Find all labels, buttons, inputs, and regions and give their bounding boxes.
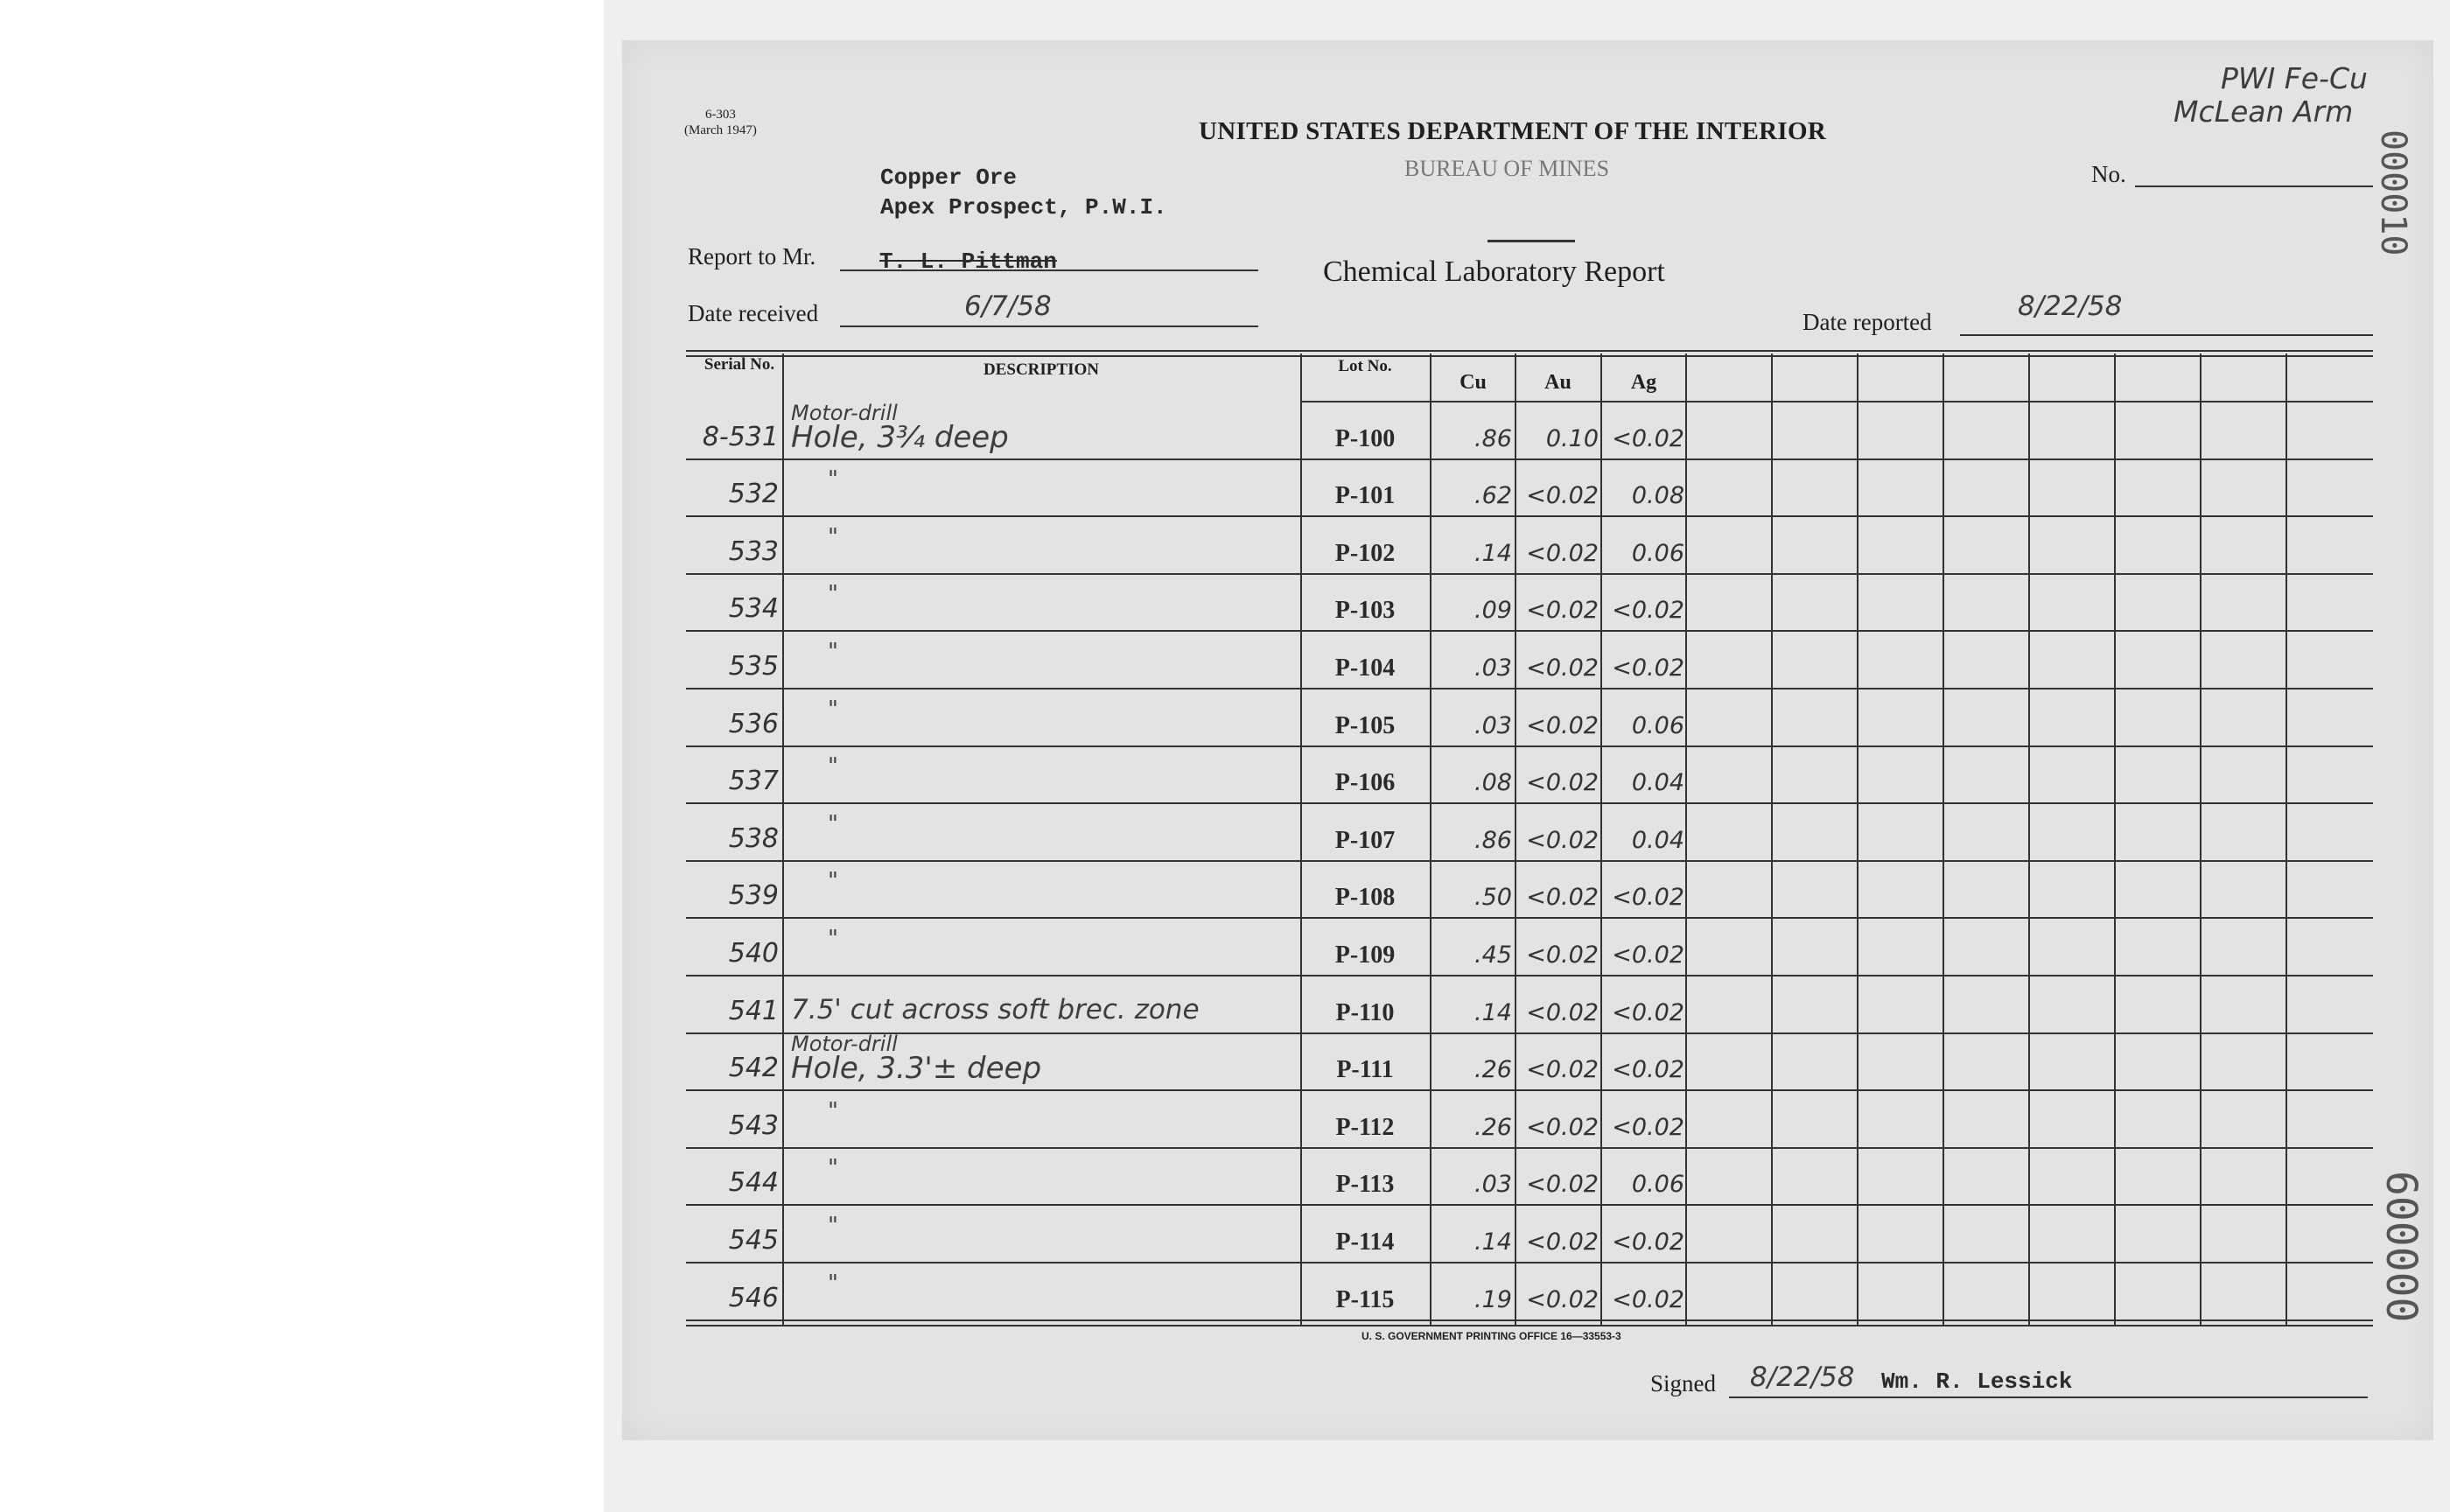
printer-imprint: U. S. GOVERNMENT PRINTING OFFICE 16—33553-3 bbox=[1362, 1330, 1621, 1342]
ag-cell: 0.06 bbox=[1631, 540, 1684, 567]
row-rule bbox=[686, 1320, 2373, 1321]
cu-cell: .50 bbox=[1474, 884, 1512, 911]
form-edition: (March 1947) bbox=[684, 123, 757, 137]
ag-cell: <0.02 bbox=[1612, 1286, 1684, 1313]
col-divider-ag bbox=[1685, 354, 1687, 1325]
ag-cell: <0.02 bbox=[1612, 425, 1684, 452]
subject-line1: Copper Ore bbox=[880, 164, 1018, 191]
header-description: DESCRIPTION bbox=[984, 360, 1099, 379]
lot-cell: P-107 bbox=[1334, 827, 1396, 854]
header-lot: Lot No. bbox=[1338, 357, 1392, 375]
description-cell: " bbox=[828, 466, 838, 493]
au-cell: <0.02 bbox=[1526, 1171, 1599, 1198]
lot-cell: P-102 bbox=[1334, 540, 1396, 567]
lot-cell: P-115 bbox=[1335, 1286, 1395, 1313]
au-cell: <0.02 bbox=[1526, 884, 1599, 911]
description-cell: Hole, 3¾ deep bbox=[791, 420, 1009, 455]
side-stamp-upper: 000010 bbox=[2373, 130, 2413, 256]
lot-cell: P-101 bbox=[1334, 482, 1396, 509]
col-divider-blank-1 bbox=[1771, 354, 1773, 1325]
serial-cell: 544 bbox=[728, 1167, 779, 1198]
row-rule bbox=[686, 1032, 2373, 1034]
no-field-line bbox=[2135, 186, 2373, 187]
ag-cell: 0.04 bbox=[1631, 827, 1684, 854]
col-divider-blank-4 bbox=[2028, 354, 2030, 1325]
date-reported-label: Date reported bbox=[1802, 309, 1932, 335]
row-rule bbox=[686, 515, 2373, 517]
cu-cell: .14 bbox=[1474, 1228, 1512, 1256]
department-title: UNITED STATES DEPARTMENT OF THE INTERIOR bbox=[1199, 117, 1827, 145]
description-cell: " bbox=[828, 811, 838, 837]
row-rule bbox=[686, 860, 2373, 862]
description-note: Motor-drill bbox=[791, 401, 898, 425]
col-divider-blank-7 bbox=[2286, 354, 2287, 1325]
au-cell: 0.10 bbox=[1545, 425, 1599, 452]
row-rule bbox=[686, 458, 2373, 460]
title-rule bbox=[1488, 240, 1575, 242]
lot-cell: P-114 bbox=[1335, 1228, 1395, 1256]
date-received-line bbox=[840, 326, 1258, 327]
signed-line bbox=[1729, 1396, 2368, 1398]
ag-cell: 0.04 bbox=[1631, 769, 1684, 796]
row-rule bbox=[686, 688, 2373, 690]
table-top-rule-2 bbox=[686, 355, 2373, 357]
lot-cell: P-111 bbox=[1336, 1056, 1394, 1083]
cu-cell: .09 bbox=[1474, 597, 1512, 624]
au-cell: <0.02 bbox=[1526, 1114, 1599, 1141]
serial-cell: 8-531 bbox=[702, 422, 779, 452]
description-cell: 7.5' cut across soft brec. zone bbox=[791, 994, 1200, 1026]
cu-cell: .14 bbox=[1474, 999, 1512, 1026]
lot-cell: P-100 bbox=[1334, 425, 1396, 452]
col-divider-serial bbox=[782, 354, 784, 1325]
row-rule bbox=[686, 1262, 2373, 1264]
au-cell: <0.02 bbox=[1526, 482, 1599, 509]
cu-cell: .86 bbox=[1474, 425, 1512, 452]
row-rule bbox=[686, 1147, 2373, 1149]
lot-cell: P-108 bbox=[1334, 884, 1396, 911]
cu-cell: .62 bbox=[1474, 482, 1512, 509]
col-divider-blank-2 bbox=[1857, 354, 1858, 1325]
au-cell: <0.02 bbox=[1526, 654, 1599, 682]
description-note: Motor-drill bbox=[791, 1032, 898, 1056]
form-number-code: 6-303 bbox=[704, 108, 736, 122]
row-rule bbox=[686, 573, 2373, 575]
ag-cell: <0.02 bbox=[1612, 1114, 1684, 1141]
ag-cell: <0.02 bbox=[1612, 1056, 1684, 1083]
serial-cell: 533 bbox=[728, 536, 779, 567]
signed-name: Wm. R. Lessick bbox=[1881, 1368, 2073, 1395]
signed-label: Signed bbox=[1650, 1370, 1717, 1396]
col-divider-blank-3 bbox=[1942, 354, 1944, 1325]
row-rule bbox=[686, 975, 2373, 976]
serial-cell: 532 bbox=[728, 479, 779, 509]
serial-cell: 534 bbox=[728, 593, 779, 624]
header-serial: Serial No. bbox=[704, 355, 775, 374]
description-cell: Hole, 3.3'± deep bbox=[791, 1051, 1042, 1086]
serial-cell: 538 bbox=[728, 823, 779, 854]
serial-cell: 540 bbox=[728, 938, 779, 969]
description-cell: " bbox=[828, 1213, 838, 1239]
row-rule bbox=[686, 917, 2373, 919]
col-divider-blank-6 bbox=[2200, 354, 2202, 1325]
au-cell: <0.02 bbox=[1526, 942, 1599, 969]
description-cell: " bbox=[828, 1155, 838, 1181]
serial-cell: 543 bbox=[728, 1110, 779, 1141]
serial-cell: 537 bbox=[728, 766, 779, 796]
report-to-line bbox=[840, 270, 1258, 271]
report-to-value: T. L. Pittman bbox=[879, 248, 1057, 275]
description-cell: " bbox=[828, 926, 838, 952]
lot-cell: P-113 bbox=[1335, 1171, 1395, 1198]
ag-cell: <0.02 bbox=[1612, 942, 1684, 969]
cu-cell: .03 bbox=[1474, 712, 1512, 739]
report-to-label: Report to Mr. bbox=[688, 243, 816, 270]
au-cell: <0.02 bbox=[1526, 1056, 1599, 1083]
corner-note-line2: McLean Arm bbox=[2174, 94, 2354, 129]
lot-cell: P-104 bbox=[1334, 654, 1396, 682]
serial-cell: 535 bbox=[728, 651, 779, 682]
ag-cell: 0.08 bbox=[1631, 482, 1684, 509]
ag-cell: 0.06 bbox=[1631, 712, 1684, 739]
cu-cell: .26 bbox=[1474, 1056, 1512, 1083]
serial-cell: 546 bbox=[728, 1283, 779, 1313]
no-label: No. bbox=[2091, 161, 2126, 187]
lot-cell: P-110 bbox=[1335, 999, 1395, 1026]
ag-cell: 0.06 bbox=[1631, 1171, 1684, 1198]
au-cell: <0.02 bbox=[1526, 597, 1599, 624]
row-rule bbox=[686, 630, 2373, 632]
au-cell: <0.02 bbox=[1526, 1286, 1599, 1313]
cu-cell: .03 bbox=[1474, 1171, 1512, 1198]
corner-note-line1: PWI Fe-Cu bbox=[2221, 61, 2368, 95]
lot-cell: P-103 bbox=[1334, 597, 1396, 624]
cu-cell: .86 bbox=[1474, 827, 1512, 854]
description-cell: " bbox=[828, 868, 838, 894]
row-rule bbox=[686, 1204, 2373, 1206]
col-divider-blank-5 bbox=[2114, 354, 2116, 1325]
header-ag: Ag bbox=[1630, 371, 1657, 394]
row-rule bbox=[686, 746, 2373, 747]
date-reported-line bbox=[1960, 334, 2373, 336]
header-cu: Cu bbox=[1460, 371, 1487, 394]
lot-cell: P-106 bbox=[1334, 769, 1396, 796]
description-cell: " bbox=[828, 1270, 838, 1297]
lot-cell: P-109 bbox=[1334, 942, 1396, 969]
description-cell: " bbox=[828, 639, 838, 665]
header-bottom-rule bbox=[1300, 401, 2373, 402]
description-cell: " bbox=[828, 1098, 838, 1124]
serial-cell: 541 bbox=[728, 996, 779, 1026]
date-received-label: Date received bbox=[688, 300, 819, 326]
description-cell: " bbox=[828, 696, 838, 723]
cu-cell: .45 bbox=[1474, 942, 1512, 969]
form-number bbox=[684, 107, 757, 138]
ag-cell: <0.02 bbox=[1612, 884, 1684, 911]
au-cell: <0.02 bbox=[1526, 999, 1599, 1026]
description-cell: " bbox=[828, 753, 838, 780]
ag-cell: <0.02 bbox=[1612, 999, 1684, 1026]
au-cell: <0.02 bbox=[1526, 540, 1599, 567]
au-cell: <0.02 bbox=[1526, 769, 1599, 796]
report-title: Chemical Laboratory Report bbox=[1323, 256, 1665, 288]
lot-cell: P-105 bbox=[1334, 712, 1396, 739]
side-stamp-lower: 600000 bbox=[2376, 1171, 2426, 1323]
row-rule bbox=[686, 802, 2373, 804]
header-au: Au bbox=[1544, 371, 1572, 394]
cu-cell: .26 bbox=[1474, 1114, 1512, 1141]
serial-cell: 542 bbox=[728, 1053, 779, 1083]
serial-cell: 545 bbox=[728, 1225, 779, 1256]
description-cell: " bbox=[828, 524, 838, 550]
cu-cell: .08 bbox=[1474, 769, 1512, 796]
bureau-title: BUREAU OF MINES bbox=[1404, 156, 1610, 181]
serial-cell: 536 bbox=[728, 709, 779, 739]
col-divider-desc bbox=[1300, 354, 1302, 1325]
cu-cell: .03 bbox=[1474, 654, 1512, 682]
au-cell: <0.02 bbox=[1526, 827, 1599, 854]
lot-cell: P-112 bbox=[1335, 1114, 1395, 1141]
margin-blank bbox=[0, 0, 604, 1512]
au-cell: <0.02 bbox=[1526, 712, 1599, 739]
cu-cell: .19 bbox=[1474, 1286, 1512, 1313]
signed-date: 8/22/58 bbox=[1750, 1362, 1855, 1393]
ag-cell: <0.02 bbox=[1612, 654, 1684, 682]
date-received-value: 6/7/58 bbox=[964, 290, 1052, 322]
date-reported-value: 8/22/58 bbox=[2018, 290, 2123, 322]
subject-line2: Apex Prospect, P.W.I. bbox=[880, 194, 1167, 220]
description-cell: " bbox=[828, 581, 838, 607]
cu-cell: .14 bbox=[1474, 540, 1512, 567]
ag-cell: <0.02 bbox=[1612, 1228, 1684, 1256]
table-top-rule-1 bbox=[686, 350, 2373, 352]
ag-cell: <0.02 bbox=[1612, 597, 1684, 624]
table-bottom-rule-2 bbox=[686, 1325, 2373, 1326]
serial-cell: 539 bbox=[728, 880, 779, 911]
au-cell: <0.02 bbox=[1526, 1228, 1599, 1256]
row-rule bbox=[686, 1089, 2373, 1091]
